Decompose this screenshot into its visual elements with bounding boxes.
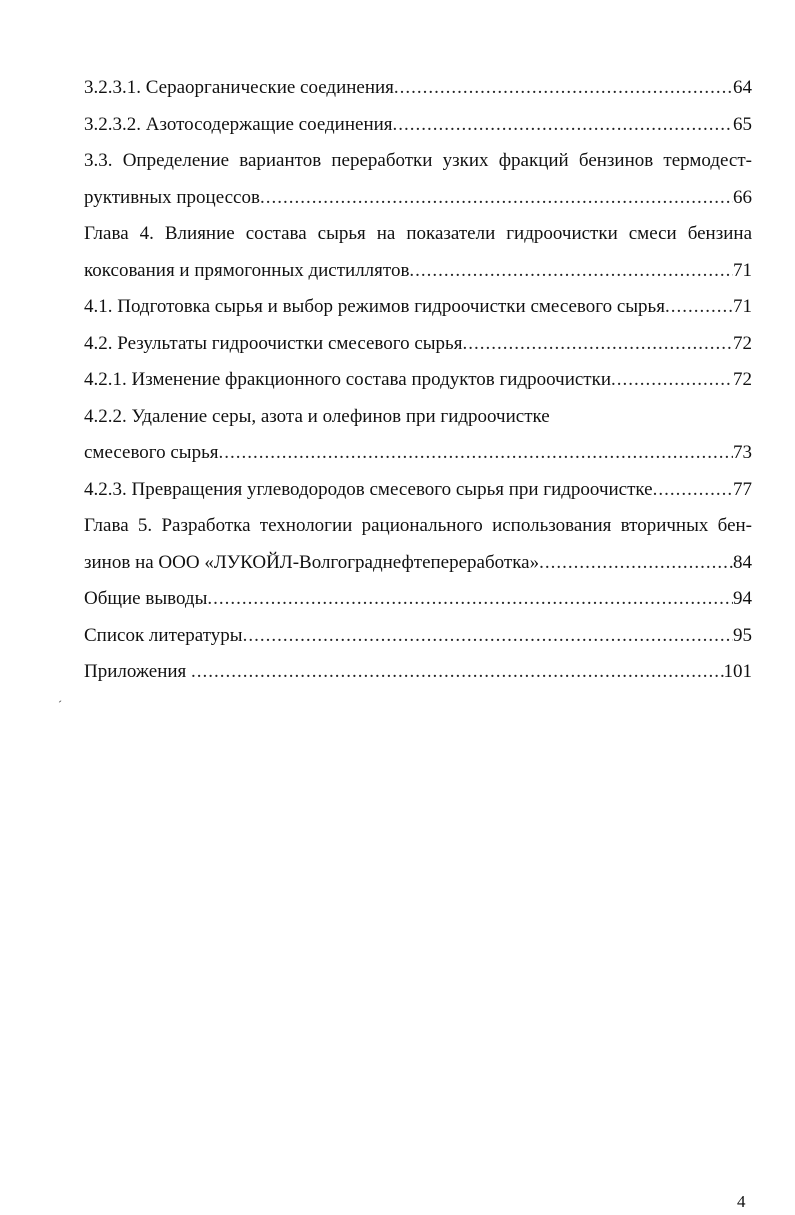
toc-entry-page: 73 (733, 442, 752, 463)
toc-entry (84, 289, 752, 326)
toc-entry-line: Глава 4. Влияние состава сырья на показатели гидроочистки смеси бензина (84, 223, 752, 244)
toc-entry-title: 3.2.3.2. Азотосодержащие соединения (84, 113, 393, 135)
toc-leader-dots (394, 70, 733, 107)
scan-mark: ´ (58, 698, 62, 712)
toc-entry (84, 253, 752, 290)
toc-entry-page: 72 (733, 369, 752, 390)
toc-entry-title: 4.2. Результаты гидроочистки смесевого сырья (84, 332, 463, 354)
toc-entry-page: 94 (733, 588, 752, 609)
toc-entry-page: 64 (733, 77, 752, 98)
toc-entry-page: 77 (733, 478, 752, 500)
toc-entry (84, 70, 752, 107)
toc-entry-title: 3.2.3.1. Сераорганические соединения (84, 77, 394, 98)
toc-entry-page: 101 (723, 661, 752, 682)
toc-entry-title: 4.1. Подготовка сырья и выбор режимов гидроочистки смесевого сырья (84, 296, 665, 317)
toc-entry-title: 4.2.1. Изменение фракционного состава продуктов гидроочистки (84, 369, 611, 390)
toc-leader-dots (665, 289, 733, 326)
toc-entry-line: Глава 5. Разработка технологии рационального использования вторичных бен- (84, 515, 752, 536)
toc-entry (84, 435, 752, 472)
toc-entry (84, 618, 752, 655)
toc-entry-line: 3.3. Определение вариантов переработки узких фракций бензинов термодест- (84, 150, 752, 171)
toc-leader-dots (653, 472, 733, 509)
toc-leader-dots (207, 581, 733, 618)
toc-entry (84, 362, 752, 399)
toc-leader-dots (260, 180, 733, 217)
table-of-contents (84, 70, 752, 691)
toc-entry-title: руктивных процессов (84, 186, 260, 208)
toc-entry-title: смесевого сырья (84, 442, 219, 463)
toc-entry (84, 326, 752, 363)
toc-leader-dots (611, 362, 733, 399)
toc-entry-title: коксования и прямогонных дистиллятов (84, 259, 410, 281)
page-number: 4 (737, 1192, 746, 1211)
toc-entry (84, 180, 752, 217)
toc-entry (84, 107, 752, 144)
toc-entry-page: 65 (733, 113, 752, 135)
toc-entry (84, 472, 752, 509)
toc-entry-page: 71 (733, 259, 752, 281)
toc-entry-line: 4.2.2. Удаление серы, азота и олефинов при гидроочистке (84, 405, 550, 427)
toc-leader-dots (191, 654, 723, 691)
toc-entry (84, 654, 752, 691)
toc-leader-dots (243, 618, 733, 655)
toc-entry-title: Общие выводы (84, 588, 208, 609)
toc-entry-page: 66 (733, 186, 752, 208)
toc-entry (84, 581, 752, 618)
toc-entry-title: зинов на ООО «ЛУКОЙЛ-Волгограднефтепереработка» (84, 551, 540, 573)
toc-entry-title: Приложения (84, 661, 192, 682)
toc-entry (84, 545, 752, 582)
toc-entry-page: 95 (733, 624, 752, 646)
toc-entry-title: 4.2.3. Превращения углеводородов смесевого сырья при гидроочистке (84, 478, 653, 500)
toc-entry-page: 84 (733, 551, 752, 573)
toc-entry-page: 71 (733, 296, 752, 317)
toc-leader-dots (393, 107, 733, 144)
toc-leader-dots (539, 545, 733, 582)
toc-leader-dots (218, 435, 733, 472)
toc-entry-page: 72 (733, 332, 752, 354)
toc-entry-title: Список литературы (84, 624, 243, 646)
toc-leader-dots (462, 326, 733, 363)
toc-leader-dots (409, 253, 733, 290)
